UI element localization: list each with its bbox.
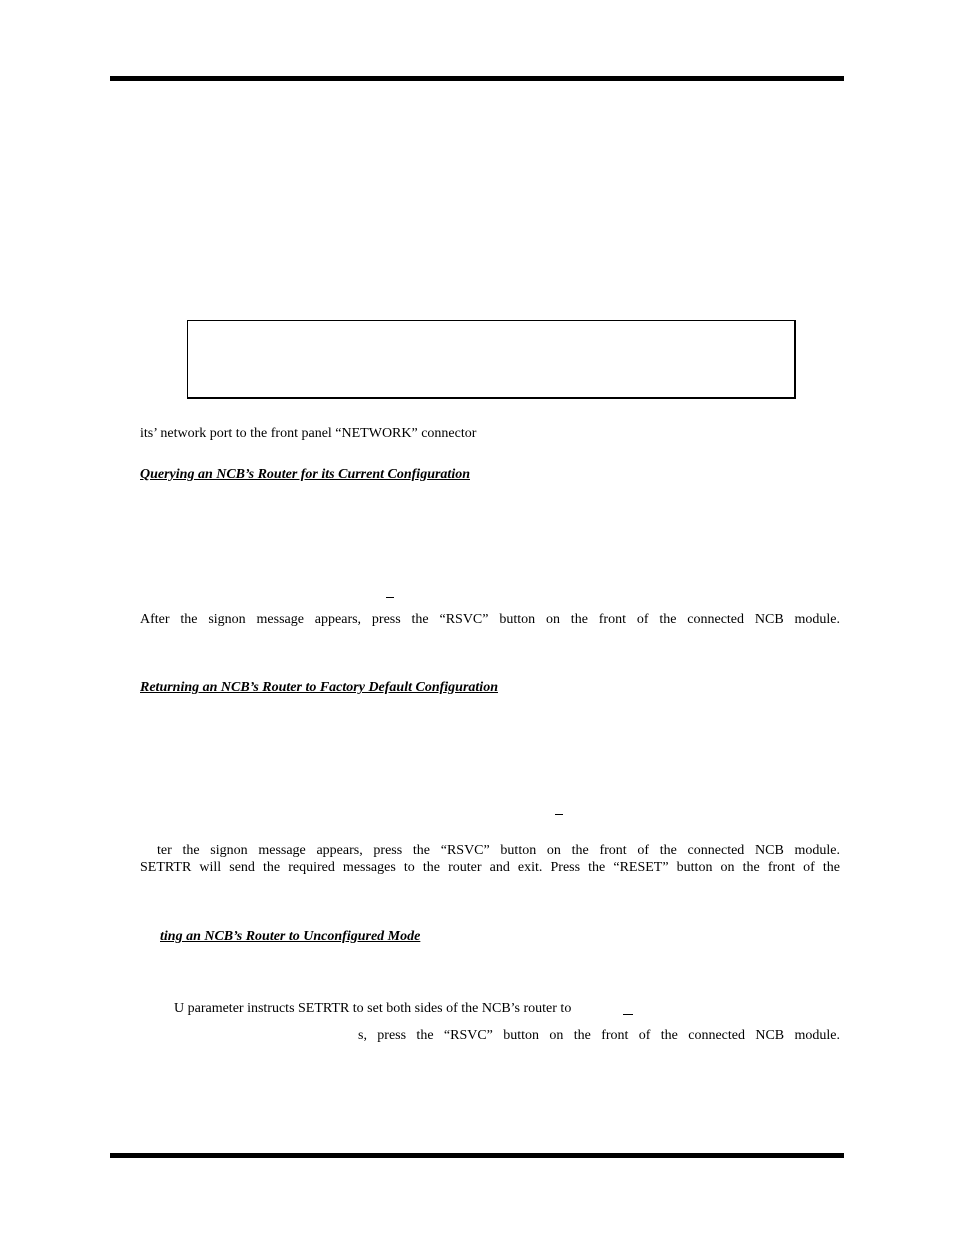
body-text-line: U parameter instructs SETRTR to set both sides of the NCB’s router to: [174, 1001, 572, 1016]
header-rule: [110, 76, 844, 81]
body-text-line: SETRTR will send the required messages to the router and exit. Press the “RESET” button on the front of the: [140, 860, 840, 875]
body-text-line: its’ network port to the front panel “NETWORK” connector: [140, 426, 477, 441]
body-text-line: After the signon message appears, press the “RSVC” button on the front of the connected NCB module.: [140, 612, 840, 627]
section-heading-factory-default: Returning an NCB’s Router to Factory Default Configuration: [140, 680, 498, 695]
section-heading-unconfigured: ting an NCB’s Router to Unconfigured Mode: [160, 929, 421, 944]
section-heading-query: Querying an NCB’s Router for its Current Configuration: [140, 467, 470, 482]
underscore-mark: [623, 1014, 633, 1015]
underscore-mark: [555, 814, 563, 815]
body-text-line: ter the signon message appears, press the “RSVC” button on the front of the connected NCB module.: [157, 843, 840, 858]
command-box: [187, 320, 796, 399]
footer-rule: [110, 1153, 844, 1158]
underscore-mark: [386, 597, 394, 598]
body-text-line: s, press the “RSVC” button on the front of the connected NCB module.: [358, 1028, 840, 1043]
